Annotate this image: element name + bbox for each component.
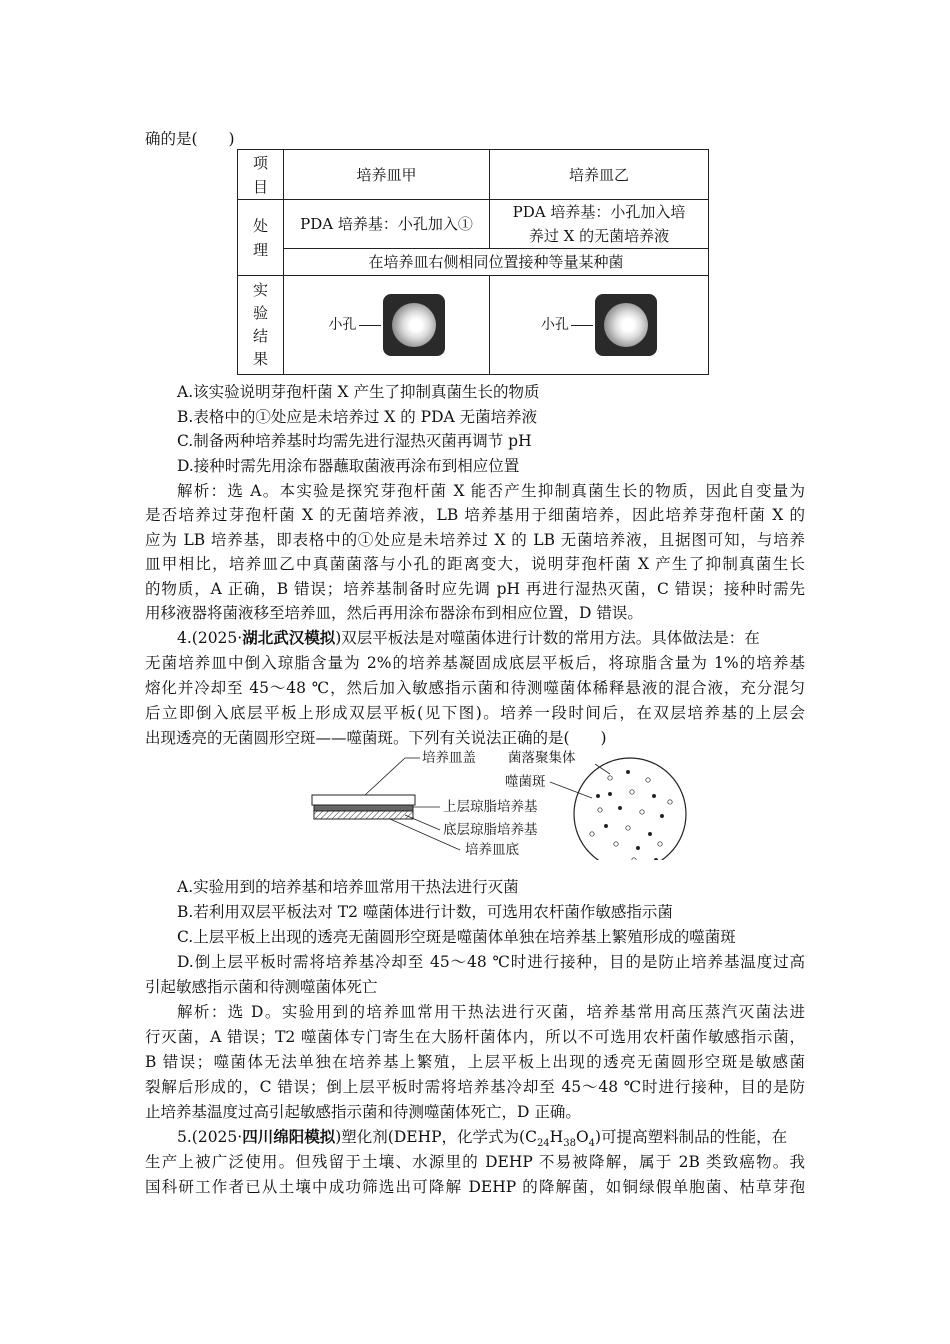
analysis-line: 裂解后形成的，C 错误；倒上层平板时需将培养基冷却至 45～48 ℃时进行接种，目的是防 xyxy=(145,1078,805,1096)
plaque-dot xyxy=(608,776,612,780)
analysis-line: 皿甲相比，培养皿乙中真菌菌落与小孔的距离变大，说明芽孢杆菌 X 产生了抑制真菌生长 xyxy=(145,555,805,573)
plate-top-view xyxy=(574,758,686,860)
plaque-dot xyxy=(632,858,636,860)
analysis-line: B 错误；噬菌体无法单独在培养基上繁殖，上层平板上出现的透亮无菌圆形空斑是敏感菌 xyxy=(145,1053,805,1071)
plaque-dot xyxy=(608,792,611,795)
plaque-dot xyxy=(658,842,662,846)
option-b: B.表格中的①处应是未培养过 X 的 PDA 无菌培养液 xyxy=(177,408,538,426)
analysis-line: 止培养基温度过高引起敏感指示菌和待测噬菌体死亡，D 正确。 xyxy=(145,1103,581,1121)
plaque-dot xyxy=(604,824,607,827)
question-5-line: 生产上被广泛使用。但残留于土壤、水源里的 DEHP 不易被降解，属于 2B 类致癌物。我 xyxy=(145,1153,805,1171)
question-5-line: 5.(2025·四川绵阳模拟)塑化剂(DEHP，化学式为$(C_{24}H_{38}O_4)$可提高塑料制品的性能，在 xyxy=(177,1127,788,1150)
analysis-line: 解析：选 D。实验用到的培养皿常用干热法进行灭菌，培养基常用高压蒸汽灭菌法进 xyxy=(177,1003,805,1021)
label-colony: 菌落聚集体 xyxy=(508,750,576,766)
q4-option-a: A.实验用到的培养基和培养皿常用干热法进行灭菌 xyxy=(177,878,519,896)
plaque-dot xyxy=(630,790,634,794)
plaque-dot xyxy=(660,814,663,817)
plaque-dot xyxy=(618,806,621,809)
table-header-dish-b: 培养皿乙 xyxy=(490,150,709,200)
analysis-line: 用移液器将菌液移至培养皿，然后再用涂布器涂布到相应位置，D 错误。 xyxy=(145,604,643,622)
option-d: D.接种时需先用涂布器蘸取菌液再涂布到相应位置 xyxy=(177,457,520,475)
plaque-dot xyxy=(626,770,629,773)
table-cell-inoculation: 在培养皿右侧相同位置接种等量某种菌 xyxy=(284,249,709,276)
plaque-dot xyxy=(636,846,639,849)
analysis-line: 的物质，A 正确，B 错误；培养基制备时应先调 pH 再进行湿热灭菌，C 错误；接种时需先 xyxy=(145,580,805,598)
question-4-line: 后立即倒入底层平板上形成双层平板(见下图)。培养一段时间后，在双层培养基的上层会 xyxy=(145,704,805,722)
label-dish-bottom: 培养皿底 xyxy=(465,842,519,858)
question-5-line: 国科研工作者已从土壤中成功筛选出可降解 DEHP 的降解菌，如铜绿假单胞菌、枯草芽孢 xyxy=(145,1178,805,1196)
plaque-dot xyxy=(596,794,599,797)
table-header-dish-a: 培养皿甲 xyxy=(284,150,490,200)
table-cell-result-b xyxy=(490,276,709,375)
analysis-line: 解析：选 A。本实验是探究芽孢杆菌 X 能否产生抑制真菌生长的物质，因此自变量为 xyxy=(177,482,805,500)
plaque-dot xyxy=(668,800,672,804)
option-a: A.该实验说明芽孢杆菌 X 产生了抑制真菌生长的物质 xyxy=(177,383,540,401)
plaque-dot xyxy=(646,778,650,782)
table-row-treatment-label: 处 理 xyxy=(238,200,284,276)
lower-agar-shape xyxy=(314,811,413,819)
plaque-dot xyxy=(648,832,651,835)
table-cell-treatment-a: PDA 培养基：小孔加入① xyxy=(284,200,490,249)
dish-lid-shape xyxy=(312,795,415,805)
q4-option-b: B.若利用双层平板法对 T2 噬菌体进行计数，可选用农杆菌作敏感指示菌 xyxy=(177,903,673,921)
plaque-dot xyxy=(614,842,618,846)
analysis-line: 行灭菌，A 错误；T2 噬菌体专门寄生在大肠杆菌体内，所以不可选用农杆菌作敏感指示菌， xyxy=(145,1028,805,1046)
question-4-line: 4.(2025·湖北武汉模拟)双层平板法是对噬菌体进行计数的常用方法。具体做法是：在 xyxy=(177,628,760,647)
table-cell-treatment-b: PDA 培养基：小孔加入培 养过 X 的无菌培养液 xyxy=(490,200,709,249)
label-dish-lid: 培养皿盖 xyxy=(422,750,476,766)
analysis-line: 是否培养过芽孢杆菌 X 的无菌培养液，LB 培养基用于细菌培养，因此培养芽孢杆菌 X 的 xyxy=(145,506,805,524)
plaque-dot xyxy=(654,858,657,860)
plaque-dot xyxy=(640,810,644,814)
q4-option-d: D.倒上层平板时需将培养基冷却至 45～48 ℃时进行接种，目的是防止培养基温度过高 xyxy=(177,953,805,971)
plaque-dot xyxy=(626,826,630,830)
q4-option-d-cont: 引起敏感指示菌和待测噬菌体死亡 xyxy=(145,978,378,996)
table-cell-result-a xyxy=(284,276,490,375)
table-header-item: 项 目 xyxy=(238,150,284,200)
plaque-dot xyxy=(590,832,594,836)
option-c: C.制备两种培养基时均需先进行湿热灭菌再调节 pH xyxy=(177,432,532,450)
question-4-line: 熔化并冷却至 45～48 ℃，然后加入敏感指示菌和待测噬菌体稀释悬液的混合液，充分混匀 xyxy=(145,679,805,697)
question-4-line: 无菌培养皿中倒入琼脂含量为 2%的培养基凝固成底层平板后，将琼脂含量为 1%的培养基 xyxy=(145,654,805,672)
experiment-table xyxy=(237,149,709,375)
petri-dish-a-image xyxy=(383,294,445,356)
plaque-dot xyxy=(652,794,655,797)
question-3-tail: 确的是( ) xyxy=(145,130,235,148)
plaque-dot xyxy=(598,808,602,812)
question-source: 四川绵阳模拟 xyxy=(242,1127,336,1146)
q4-option-c: C.上层平板上出现的透亮无菌圆形空斑是噬菌体单独在培养基上繁殖形成的噬菌斑 xyxy=(177,928,736,946)
petri-dish-b-image xyxy=(595,294,657,356)
hole-label: 小孔 xyxy=(541,317,569,333)
double-plate-diagram xyxy=(310,750,690,860)
table-row-result-label: 实 验 结 果 xyxy=(238,276,284,375)
question-4-line: 出现透亮的无菌圆形空斑——噬菌斑。下列有关说法正确的是( ) xyxy=(145,729,607,747)
hole-label: 小孔 xyxy=(328,317,357,333)
label-upper-agar: 上层琼脂培养基 xyxy=(443,799,538,815)
label-plaque: 噬菌斑 xyxy=(505,774,546,790)
question-source: 湖北武汉模拟 xyxy=(242,628,336,647)
label-lower-agar: 底层琼脂培养基 xyxy=(443,822,538,838)
upper-agar-shape xyxy=(314,805,413,811)
analysis-line: 应为 LB 培养基，即表格中的①处应是未培养过 X 的 LB 无菌培养液，且据图可知，与培养 xyxy=(145,531,805,549)
